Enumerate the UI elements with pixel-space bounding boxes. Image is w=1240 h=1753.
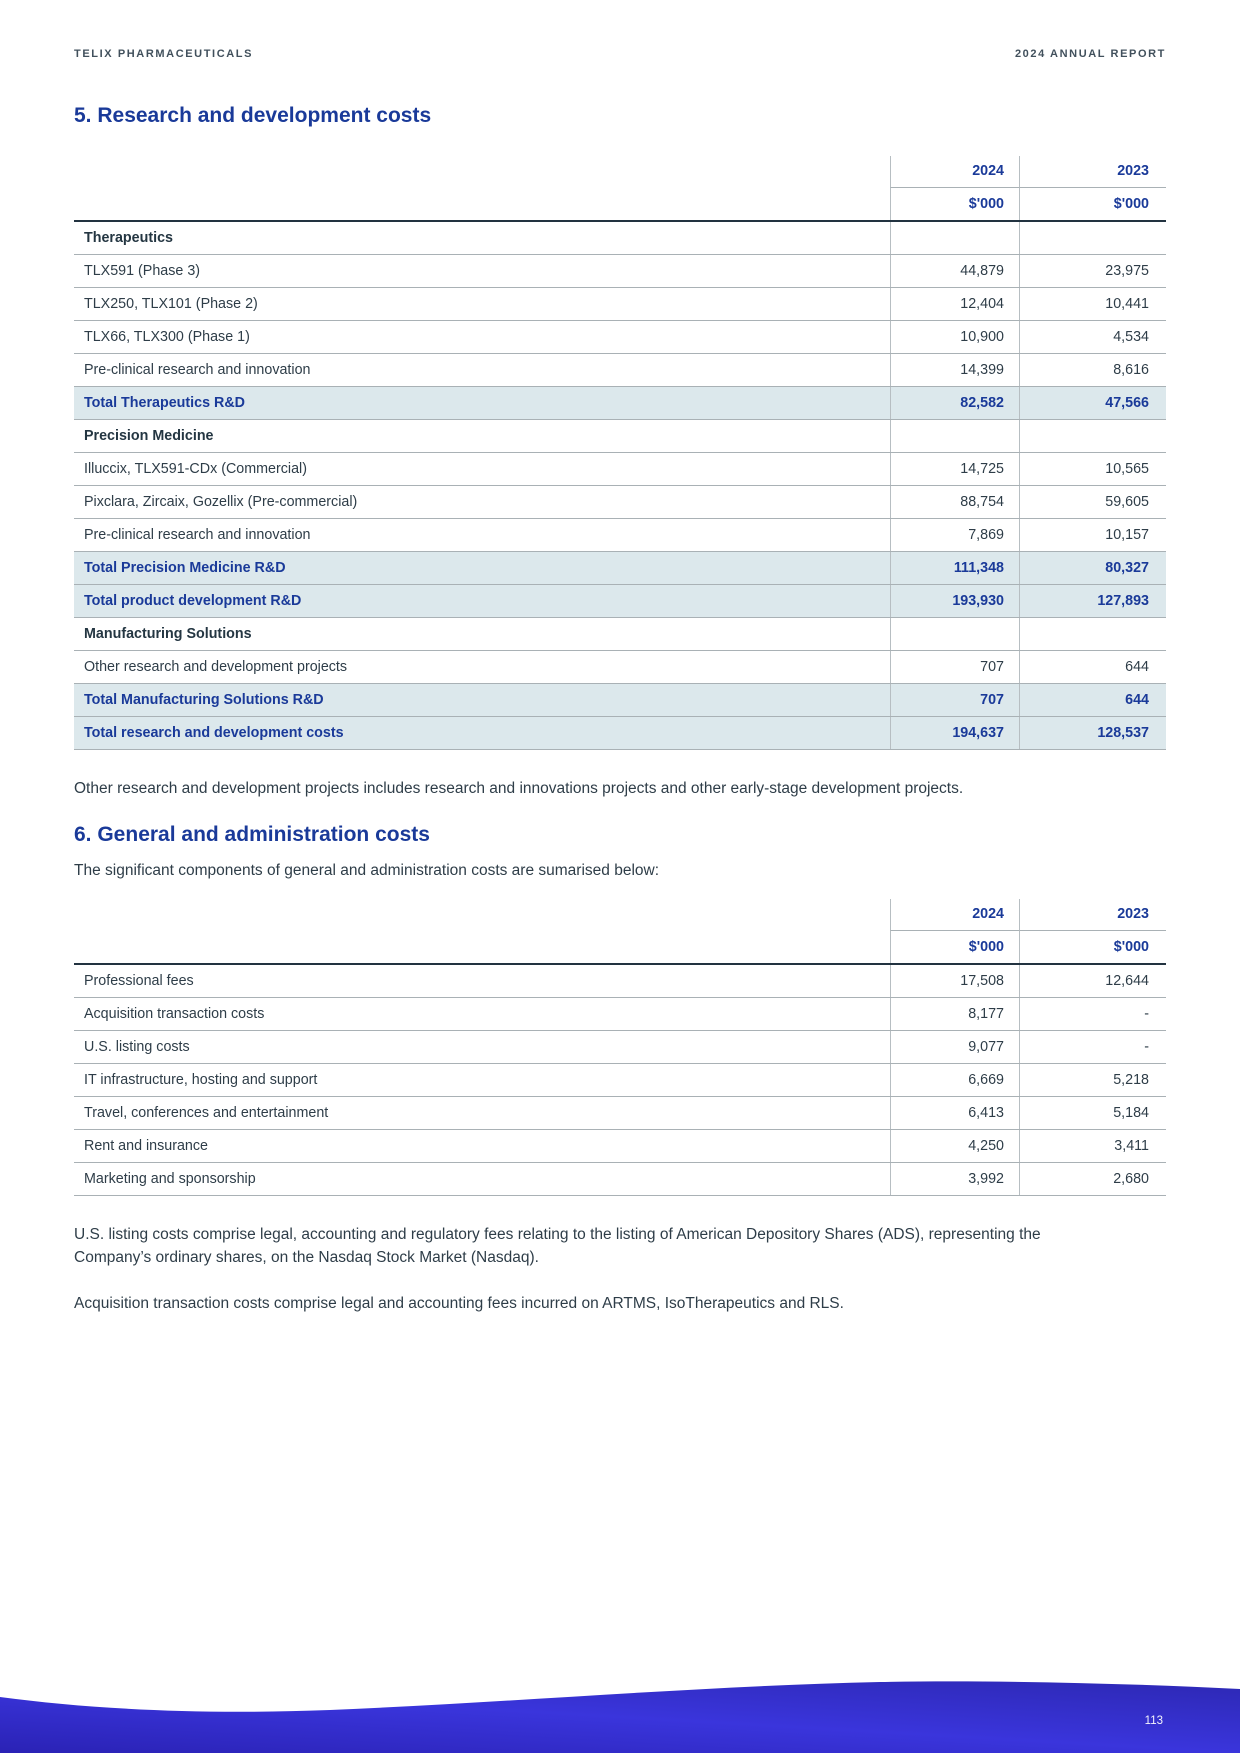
value-2024: 17,508 — [890, 965, 1019, 997]
row-label: Total research and development costs — [84, 724, 344, 741]
row-label: IT infrastructure, hosting and support — [84, 1071, 318, 1088]
value-2024: 88,754 — [890, 486, 1019, 518]
value-2023 — [1019, 420, 1166, 452]
table-total-row — [74, 387, 1166, 420]
report-name: 2024 ANNUAL REPORT — [1014, 48, 1166, 60]
value-2024: 82,582 — [890, 387, 1019, 419]
value-2023: 8,616 — [1019, 354, 1166, 386]
table-total-row — [74, 552, 1166, 585]
value-2023: 3,411 — [1019, 1130, 1166, 1162]
row-label: Manufacturing Solutions — [84, 625, 252, 642]
table-row — [74, 965, 1166, 998]
row-label: Total Precision Medicine R&D — [84, 559, 286, 576]
value-2024: 4,250 — [890, 1130, 1019, 1162]
row-label: Pre-clinical research and innovation — [84, 361, 311, 378]
section-6-title: 6. General and administration costs — [74, 823, 430, 846]
unit-header-2023: $'000 — [1019, 931, 1166, 963]
value-2023 — [1019, 618, 1166, 650]
value-2024 — [890, 222, 1019, 254]
row-label: Rent and insurance — [84, 1137, 208, 1154]
col-header-2023: 2023 — [1019, 156, 1166, 188]
row-label: Pre-clinical research and innovation — [84, 526, 311, 543]
row-label: Acquisition transaction costs — [84, 1005, 265, 1022]
page-header — [74, 48, 1166, 60]
value-2024: 194,637 — [890, 717, 1019, 749]
rd-note-paragraph: Other research and development projects includes research and innovations projects and other early-stage development projects. — [74, 780, 964, 797]
value-2024: 111,348 — [890, 552, 1019, 584]
unit-header-2024: $'000 — [890, 931, 1019, 963]
value-2024: 10,900 — [890, 321, 1019, 353]
value-2023: 644 — [1019, 684, 1166, 716]
value-2023: 5,218 — [1019, 1064, 1166, 1096]
value-2024: 193,930 — [890, 585, 1019, 617]
rd-costs-table — [74, 156, 1166, 750]
value-2024: 14,725 — [890, 453, 1019, 485]
value-2023: 10,441 — [1019, 288, 1166, 320]
value-2023: 10,565 — [1019, 453, 1166, 485]
col-header-2023: 2023 — [1019, 899, 1166, 931]
value-2023: 4,534 — [1019, 321, 1166, 353]
table-row — [74, 222, 1166, 255]
value-2024 — [890, 420, 1019, 452]
row-label: Total product development R&D — [84, 592, 302, 609]
unit-header-2023: $'000 — [1019, 188, 1166, 220]
table-row — [74, 651, 1166, 684]
value-2024: 9,077 — [890, 1031, 1019, 1063]
header-spacer — [74, 188, 890, 220]
row-label: Travel, conferences and entertainment — [84, 1104, 329, 1121]
value-2024: 14,399 — [890, 354, 1019, 386]
table-row — [74, 1097, 1166, 1130]
header-spacer — [74, 156, 890, 188]
table-row — [74, 420, 1166, 453]
table-header — [74, 899, 1166, 965]
value-2024: 6,413 — [890, 1097, 1019, 1129]
table-row — [74, 1163, 1166, 1196]
value-2023: 59,605 — [1019, 486, 1166, 518]
value-2023: 5,184 — [1019, 1097, 1166, 1129]
value-2023: - — [1019, 998, 1166, 1030]
row-label: Therapeutics — [84, 229, 173, 246]
value-2023: - — [1019, 1031, 1166, 1063]
table-row — [74, 288, 1166, 321]
value-2023: 23,975 — [1019, 255, 1166, 287]
value-2024: 3,992 — [890, 1163, 1019, 1195]
table-row — [74, 1031, 1166, 1064]
us-listing-note-paragraph: U.S. listing costs comprise legal, accounting and regulatory fees relating to the listing of American Depository Shares (ADS), representing the Company’s ordinary shares, on the Nasdaq Stock Market (Nasdaq). — [74, 1226, 1041, 1266]
value-2024: 707 — [890, 651, 1019, 683]
value-2023 — [1019, 222, 1166, 254]
table-row — [74, 998, 1166, 1031]
value-2023: 2,680 — [1019, 1163, 1166, 1195]
ga-costs-table — [74, 899, 1166, 1196]
table-row — [74, 486, 1166, 519]
table-total-row — [74, 684, 1166, 717]
table-header — [74, 156, 1166, 222]
row-label: Illuccix, TLX591-CDx (Commercial) — [84, 460, 307, 477]
table-total-row — [74, 717, 1166, 750]
value-2023: 47,566 — [1019, 387, 1166, 419]
row-label: Other research and development projects — [84, 658, 348, 675]
value-2023: 10,157 — [1019, 519, 1166, 551]
value-2024: 707 — [890, 684, 1019, 716]
header-spacer — [74, 931, 890, 963]
value-2023: 128,537 — [1019, 717, 1166, 749]
table-row — [74, 1130, 1166, 1163]
ga-intro-paragraph: The significant components of general and administration costs are sumarised below: — [74, 862, 660, 879]
col-header-2024: 2024 — [890, 899, 1019, 931]
page-number: 113 — [1144, 1715, 1163, 1727]
value-2024: 8,177 — [890, 998, 1019, 1030]
row-label: Precision Medicine — [84, 427, 214, 444]
value-2023: 644 — [1019, 651, 1166, 683]
header-spacer — [74, 899, 890, 931]
row-label: Pixclara, Zircaix, Gozellix (Pre-commercial) — [84, 493, 358, 510]
section-5-title: 5. Research and development costs — [74, 104, 432, 127]
table-row — [74, 321, 1166, 354]
table-row — [74, 354, 1166, 387]
row-label: Total Therapeutics R&D — [84, 394, 245, 411]
table-row — [74, 519, 1166, 552]
row-label: TLX591 (Phase 3) — [84, 262, 201, 279]
table-row — [74, 618, 1166, 651]
unit-header-2024: $'000 — [890, 188, 1019, 220]
row-label: U.S. listing costs — [84, 1038, 190, 1055]
row-label: TLX250, TLX101 (Phase 2) — [84, 295, 258, 312]
table-row — [74, 1064, 1166, 1097]
row-label: TLX66, TLX300 (Phase 1) — [84, 328, 250, 345]
table-total-row — [74, 585, 1166, 618]
value-2024: 7,869 — [890, 519, 1019, 551]
row-label: Marketing and sponsorship — [84, 1170, 256, 1187]
value-2023: 12,644 — [1019, 965, 1166, 997]
col-header-2024: 2024 — [890, 156, 1019, 188]
value-2023: 127,893 — [1019, 585, 1166, 617]
footer-wave-graphic — [0, 1583, 1240, 1753]
value-2023: 80,327 — [1019, 552, 1166, 584]
row-label: Professional fees — [84, 972, 194, 989]
table-row — [74, 453, 1166, 486]
company-name: TELIX PHARMACEUTICALS — [74, 48, 254, 60]
row-label: Total Manufacturing Solutions R&D — [84, 691, 324, 708]
table-row — [74, 255, 1166, 288]
value-2024: 12,404 — [890, 288, 1019, 320]
value-2024 — [890, 618, 1019, 650]
value-2024: 6,669 — [890, 1064, 1019, 1096]
acquisition-note-paragraph: Acquisition transaction costs comprise legal and accounting fees incurred on ARTMS, IsoTherapeutics and RLS. — [74, 1295, 844, 1312]
value-2024: 44,879 — [890, 255, 1019, 287]
